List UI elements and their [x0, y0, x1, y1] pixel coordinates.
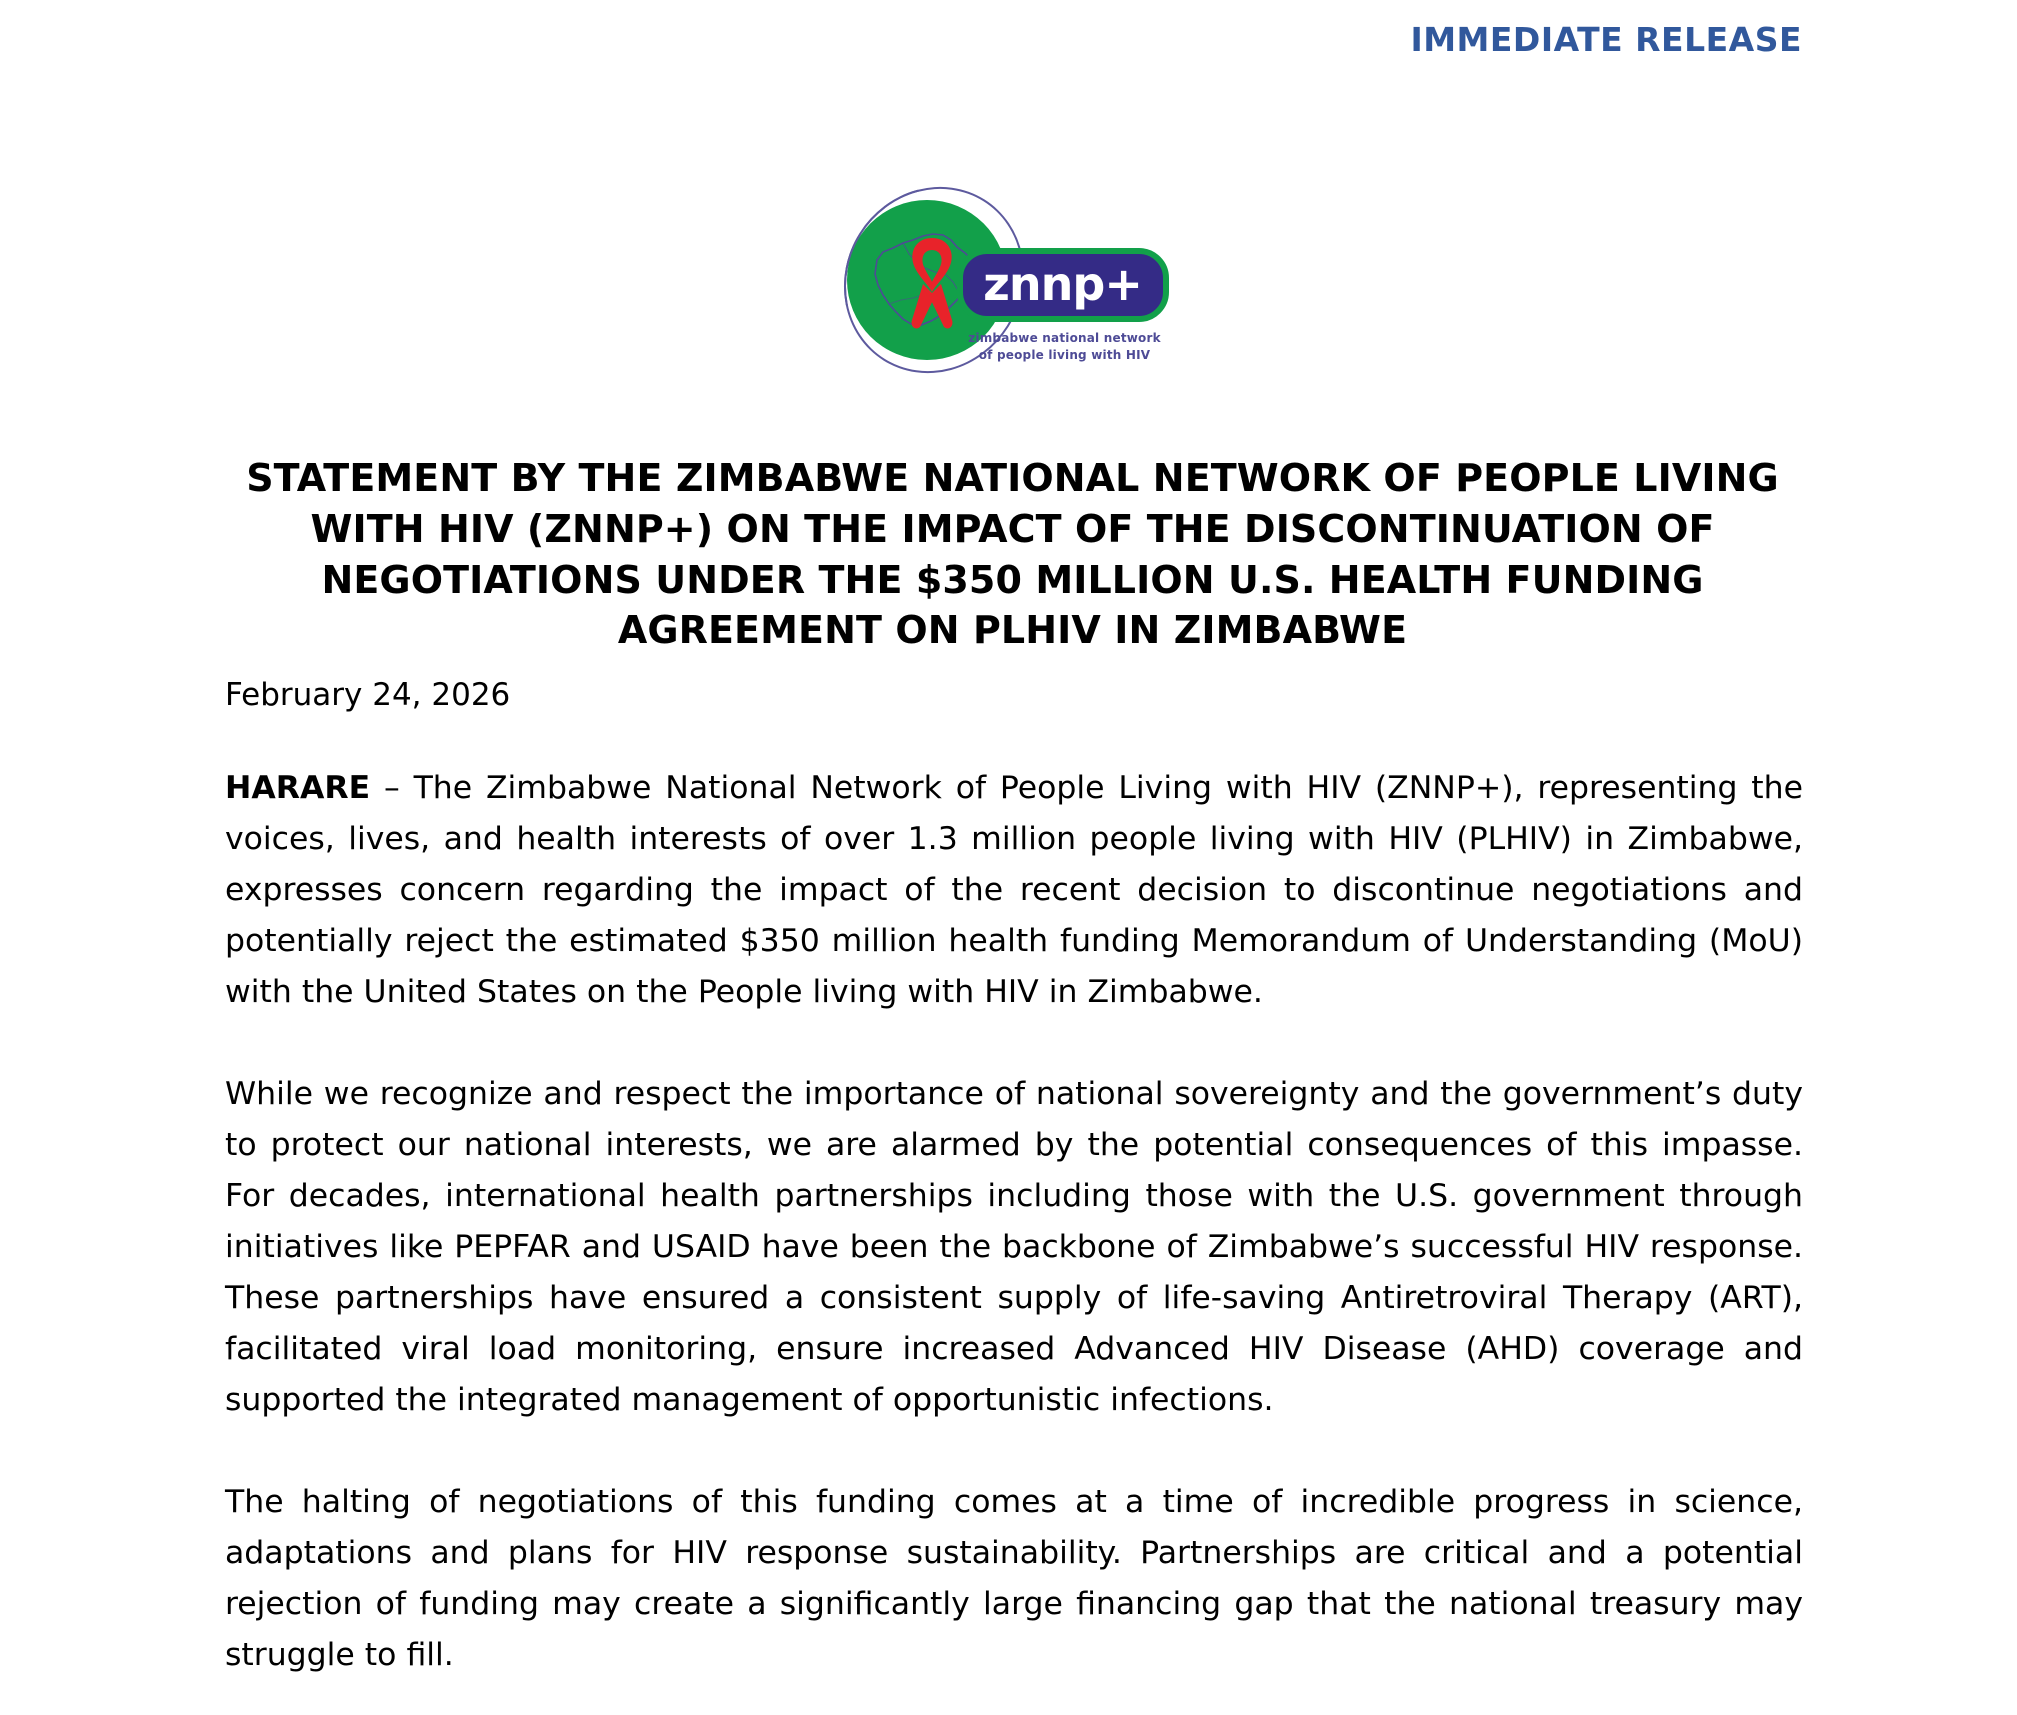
logo-container [0, 190, 2017, 380]
paragraph-2: While we recognize and respect the importance of national sovereignty and the government’s duty to protect our national interests, we are alarmed by the potential consequences of this impasse. For decades, international health partnerships including those with the U.S. government through initiatives like PEPFAR and USAID have been the backbone of Zimbabwe’s successful HIV response. These partnerships have ensured a consistent supply of life-saving Antiretroviral Therapy (ART), facilitated viral load monitoring, ensure increased Advanced HIV Disease (AHD) coverage and supported the integrated management of opportunistic infections. [225, 1076, 1803, 1418]
logo-tagline [957, 330, 1173, 365]
znnp-plus-logo [829, 190, 1189, 380]
znnp-badge-text: znnp+ [983, 256, 1142, 311]
paragraph-1 [225, 763, 1803, 1018]
logo-tagline-line-1: zimbabwe national network [968, 331, 1161, 345]
dateline-label: HARARE [225, 770, 371, 806]
page-title: STATEMENT BY THE ZIMBABWE NATIONAL NETWORK OF PEOPLE LIVING WITH HIV (ZNNP+) ON THE IMPACT OF THE DISCONTINUATION OF NEGOTIATIONS UNDER THE $350 MILLION U.S. HEALTH FUNDING AGREEMENT ON PLHIV IN ZIMBABWE [246, 456, 1779, 653]
aids-ribbon-icon [899, 234, 965, 338]
znnp-badge [957, 248, 1169, 322]
header-bar [0, 22, 1802, 58]
body-text [225, 763, 1803, 1681]
paragraph-1-text: – The Zimbabwe National Network of People Living with HIV (ZNNP+), representing the voices, lives, and health interests of over 1.3 million people living with HIV (PLHIV) in Zimbabwe, expresses concern regarding the impact of the recent decision to discontinue negotiations and potentially reject the estimated $350 million health funding Memorandum of Understanding (MoU) with the United States on the People living with HIV in Zimbabwe. [225, 770, 1803, 1010]
release-date: February 24, 2026 [225, 677, 511, 713]
paragraph-3: The halting of negotiations of this funding comes at a time of incredible progress in science, adaptations and plans for HIV response sustainability. Partnerships are critical and a potential rejection of funding may create a significantly large financing gap that the national treasury may struggle to fill. [225, 1484, 1803, 1673]
logo-tagline-line-2: of people living with HIV [978, 348, 1151, 363]
immediate-release-label: IMMEDIATE RELEASE [1410, 20, 1802, 59]
